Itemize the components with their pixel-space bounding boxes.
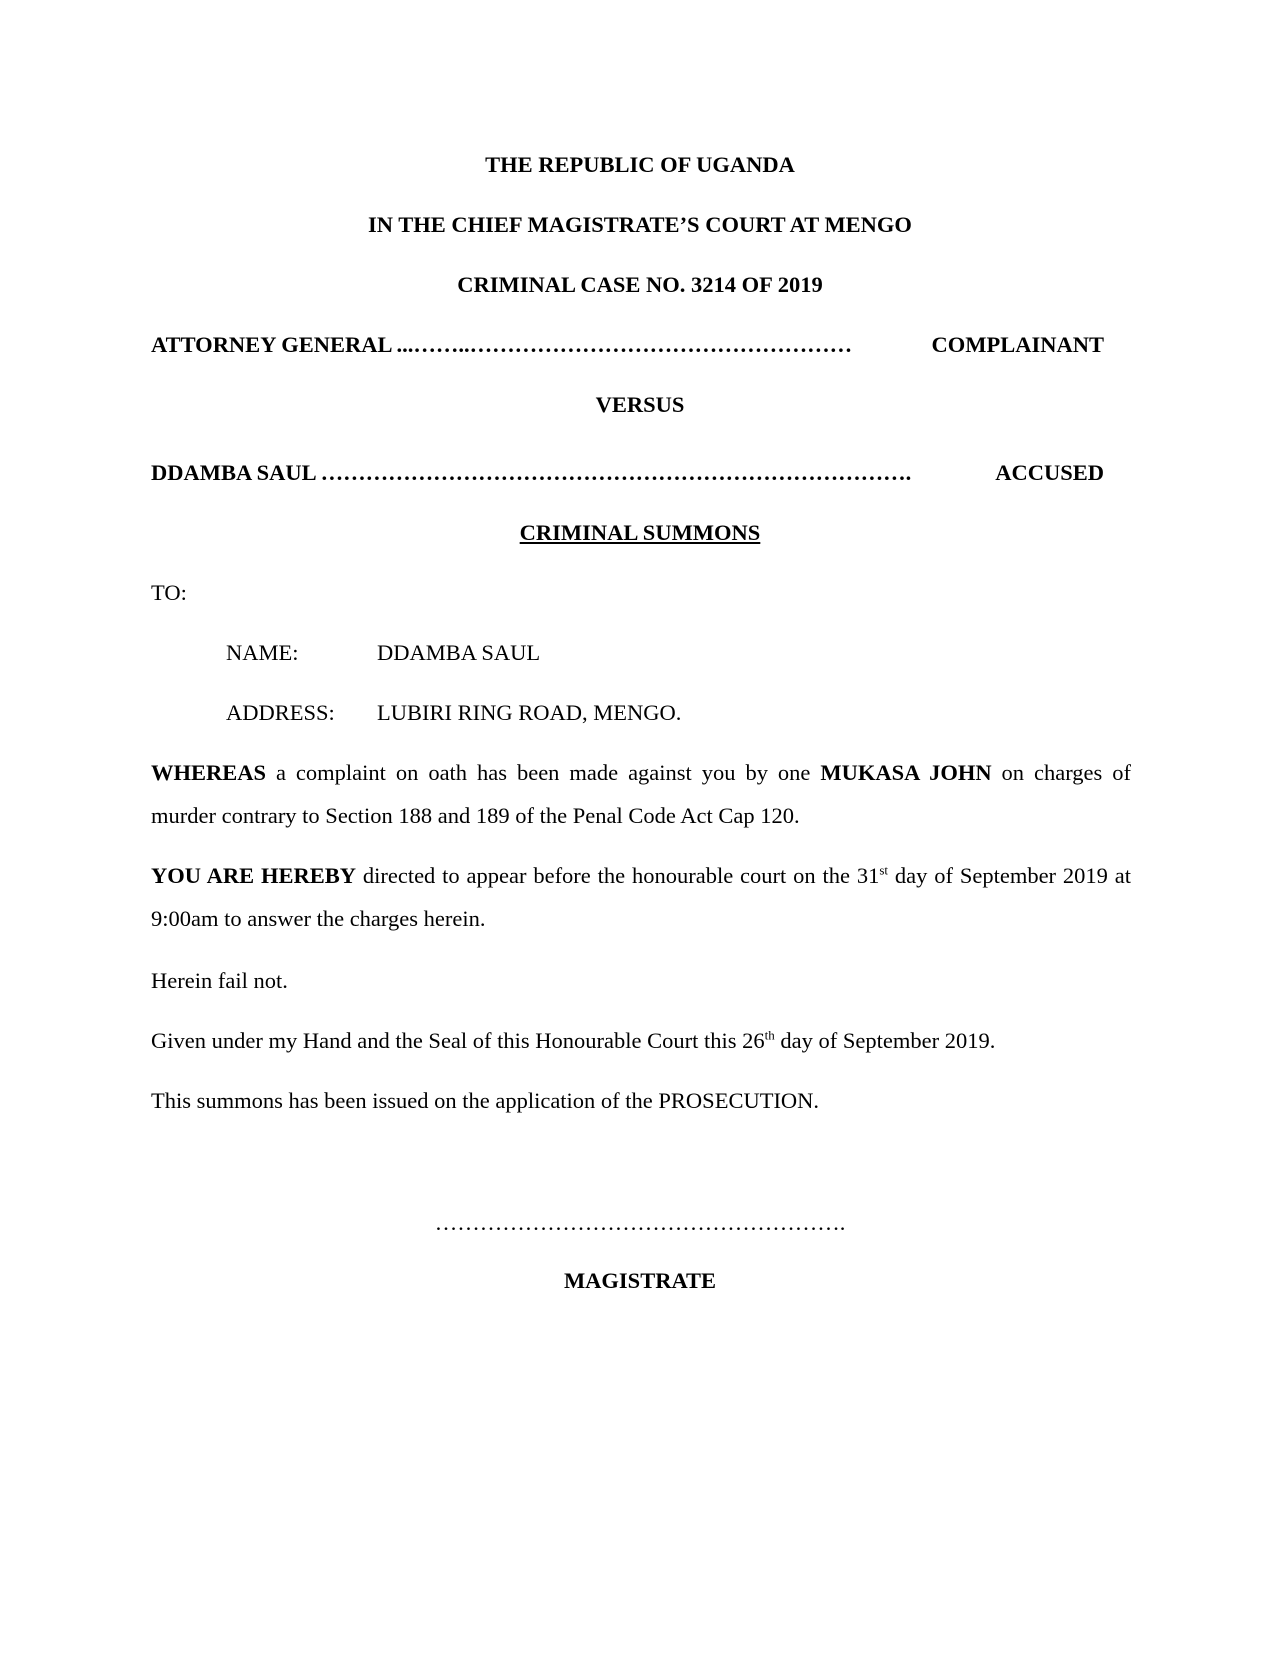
given-ordinal-suffix: th [764, 1027, 775, 1043]
address-label: ADDRESS: [226, 700, 335, 725]
hereby-paragraph [151, 854, 1131, 940]
whereas-text-1: a complaint on oath has been made against you by one [266, 760, 821, 785]
hereby-text-1: directed to appear before the honourable court on the 31 [356, 863, 880, 888]
accused-dots: ……………………………………………………………………. [320, 460, 912, 485]
whereas-keyword: WHEREAS [151, 760, 267, 785]
name-label: NAME: [226, 640, 299, 665]
accused-name: DDAMBA SAUL [151, 460, 317, 485]
complainant-line [151, 330, 1104, 360]
issued-line: This summons has been issued on the application of the PROSECUTION. [151, 1088, 820, 1113]
given-line [151, 1026, 1131, 1056]
to-label: TO: [151, 580, 187, 605]
court-heading: IN THE CHIEF MAGISTRATE’S COURT AT MENGO [368, 212, 912, 237]
accused-role: ACCUSED [995, 460, 1104, 485]
hereby-text-2: day of September 2019 at 9:00am to answer the charges herein. [151, 863, 1131, 931]
given-text-1: Given under my Hand and the Seal of this Honourable Court this 26 [151, 1028, 765, 1053]
accused-line [151, 458, 1104, 488]
name-value: DDAMBA SAUL [377, 640, 541, 665]
complainant-dots: ...……..…………………………………………… [396, 332, 853, 357]
complainant-name: ATTORNEY GENERAL [151, 332, 393, 357]
document-title: CRIMINAL SUMMONS [519, 520, 761, 545]
given-text-2: day of September 2019. [774, 1028, 996, 1053]
signature-line: ………………………………………………. [434, 1210, 846, 1235]
complainant-person: MUKASA JOHN [820, 760, 992, 785]
address-value: LUBIRI RING ROAD, MENGO. [377, 700, 682, 725]
magistrate-title: MAGISTRATE [563, 1268, 717, 1293]
fail-not-line: Herein fail not. [151, 968, 288, 993]
hereby-keyword: YOU ARE HEREBY [151, 863, 356, 888]
republic-heading: THE REPUBLIC OF UGANDA [485, 152, 795, 177]
hereby-ordinal-suffix: st [879, 862, 889, 878]
whereas-text-2: on charges of murder contrary to Section 188 and 189 of the Penal Code Act Cap 120. [151, 760, 1131, 828]
complainant-role: COMPLAINANT [931, 332, 1104, 357]
versus-label: VERSUS [595, 392, 685, 417]
whereas-paragraph [151, 751, 1131, 837]
case-number: CRIMINAL CASE NO. 3214 OF 2019 [457, 272, 823, 297]
